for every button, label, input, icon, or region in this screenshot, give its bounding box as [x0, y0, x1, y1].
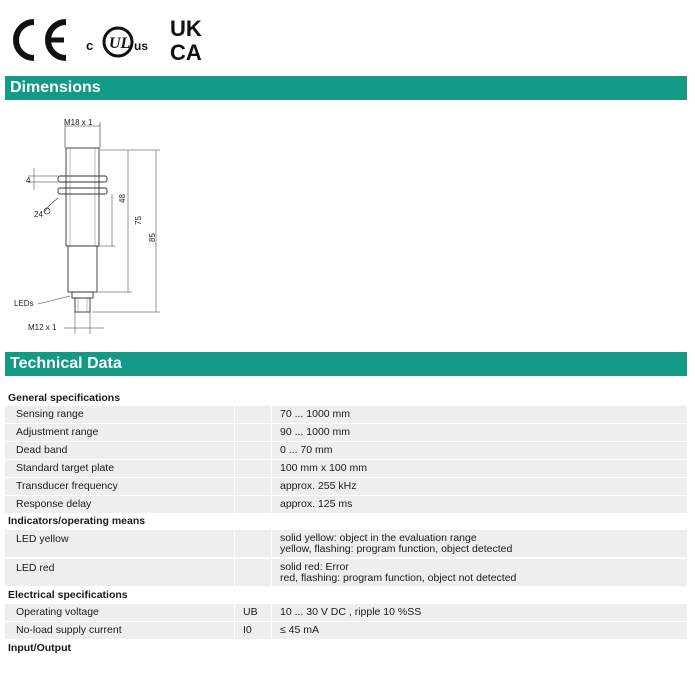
row-value: 70 ... 1000 mm: [280, 408, 351, 420]
dim-4-label: 4: [26, 176, 31, 185]
table-row: [5, 496, 687, 513]
ul-c-label: c: [86, 38, 94, 53]
dimensions-header: Dimensions: [5, 76, 687, 100]
row-name: Standard target plate: [16, 462, 115, 474]
row-name: Operating voltage: [16, 606, 99, 618]
group-general: [5, 390, 687, 406]
table-row: [5, 530, 687, 557]
dim-48-label: 48: [118, 194, 127, 203]
table-row: [5, 406, 687, 423]
dim-85-label: 85: [148, 233, 157, 242]
wrench-24-label: 24: [34, 210, 43, 219]
table-row: [5, 559, 687, 586]
row-value-line2: yellow, flashing: program function, object detected: [280, 543, 513, 555]
row-value: 10 ... 30 V DC , ripple 10 %SS: [280, 606, 422, 618]
row-value-line1: solid yellow: object in the evaluation range: [280, 532, 477, 544]
ukca-line2: CA: [170, 40, 202, 65]
certification-logos: [8, 14, 248, 66]
group-electrical-label: Electrical specifications: [8, 589, 128, 601]
row-value-line2: red, flashing: program function, object not detected: [280, 572, 517, 584]
table-row: [5, 604, 687, 621]
table-row: [5, 442, 687, 459]
technical-data-header: Technical Data: [5, 352, 687, 376]
table-row: [5, 424, 687, 441]
group-general-label: General specifications: [8, 392, 121, 404]
row-name: Adjustment range: [16, 426, 99, 438]
thread-bottom-label: M12 x 1: [28, 323, 57, 332]
ul-mark-label: UL: [109, 35, 131, 52]
row-name: Sensing range: [16, 408, 84, 420]
row-name: No-load supply current: [16, 624, 122, 636]
row-name: LED red: [16, 562, 55, 574]
group-io-label: Input/Output: [8, 642, 71, 654]
row-name: Dead band: [16, 444, 68, 456]
dim-75-label: 75: [134, 216, 143, 225]
row-name: Transducer frequency: [16, 480, 118, 492]
ul-listed-icon: [82, 14, 156, 66]
row-value: 100 mm x 100 mm: [280, 462, 367, 474]
row-symbol: UB: [243, 606, 258, 618]
ul-us-label: us: [134, 39, 149, 53]
row-value: ≤ 45 mA: [280, 624, 320, 636]
row-name: LED yellow: [16, 533, 69, 545]
ukca-line1: UK: [170, 16, 202, 41]
table-row: [5, 622, 687, 639]
group-indicators: [5, 513, 687, 530]
row-value: approx. 125 ms: [280, 498, 353, 510]
table-row: [5, 478, 687, 495]
row-value: 90 ... 1000 mm: [280, 426, 351, 438]
ce-mark-icon: [8, 14, 72, 66]
group-electrical: [5, 587, 687, 604]
row-name: Response delay: [16, 498, 92, 510]
row-value: approx. 255 kHz: [280, 480, 357, 492]
table-row: [5, 460, 687, 477]
group-io: [5, 640, 687, 657]
thread-top-label: M18 x 1: [64, 118, 93, 127]
leds-label: LEDs: [14, 299, 34, 308]
row-value: 0 ... 70 mm: [280, 444, 333, 456]
sensor-dimension-drawing: [0, 108, 200, 344]
ukca-mark-icon: [168, 14, 218, 66]
group-indicators-label: Indicators/operating means: [8, 515, 146, 527]
row-value-line1: solid red: Error: [280, 561, 349, 573]
row-symbol: I0: [243, 624, 252, 636]
